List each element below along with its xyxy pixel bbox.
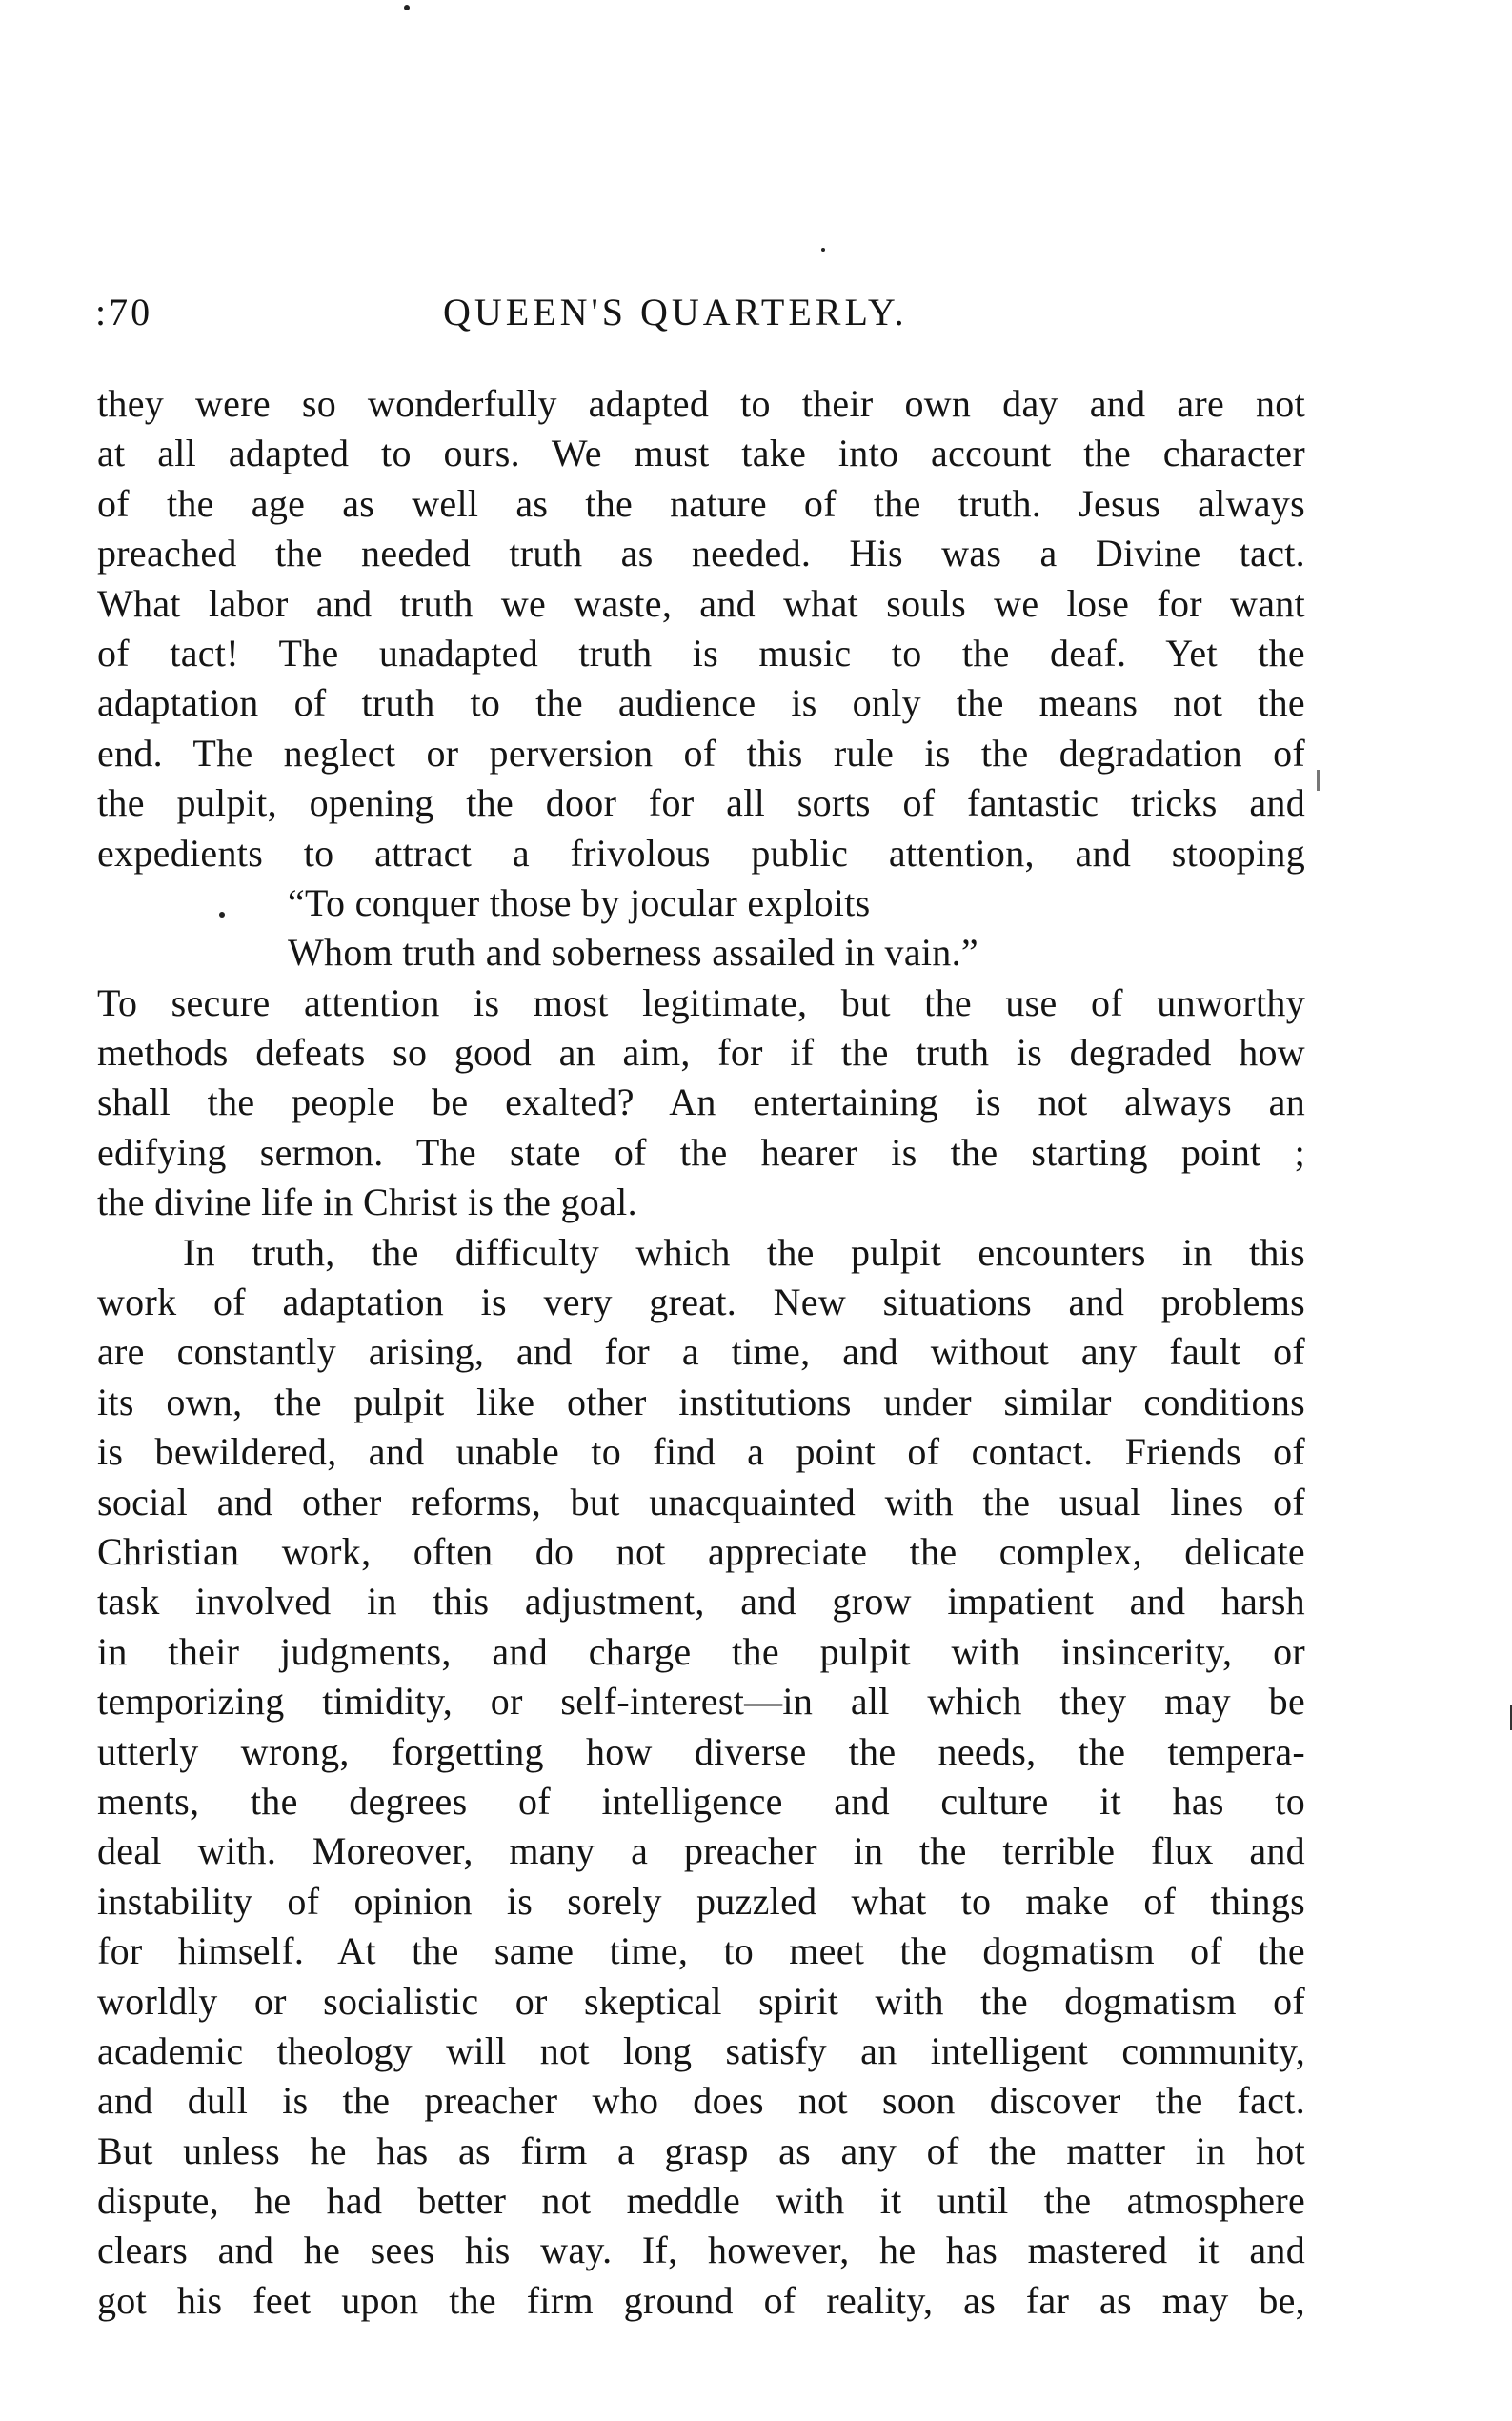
text-line: What labor and truth we waste, and what souls we lose for want <box>97 581 1305 625</box>
ink-speck <box>404 5 410 10</box>
text-line: got his feet upon the firm ground of reality, as far as may be, <box>97 2278 1305 2322</box>
text-line: adaptation of truth to the audience is only the means not the <box>97 681 1305 725</box>
text-line: the divine life in Christ is the goal. <box>97 1180 637 1224</box>
margin-mark <box>1317 770 1320 791</box>
text-line: its own, the pulpit like other institutions under similar conditions <box>97 1380 1305 1423</box>
text-line: To secure attention is most legitimate, but the use of unworthy <box>97 980 1305 1024</box>
text-line: of tact! The unadapted truth is music to the deaf. Yet the <box>97 631 1305 675</box>
text-line: edifying sermon. The state of the hearer is the starting point ; <box>97 1130 1305 1174</box>
verse-line: “To conquer those by jocular exploits <box>288 880 871 924</box>
page-number: :70 <box>95 291 153 333</box>
text-line: clears and he sees his way. If, however, he has mastered it and <box>97 2229 1305 2272</box>
text-line: social and other reforms, but unacquainted with the usual lines of <box>97 1480 1305 1523</box>
text-line: instability of opinion is sorely puzzled what to make of things <box>97 1879 1305 1923</box>
text-line: preached the needed truth as needed. His was a Divine tact. <box>97 532 1305 575</box>
text-line: dispute, he had better not meddle with it until the atmosphere <box>97 2179 1305 2223</box>
text-line: are constantly arising, and for a time, and without any fault of <box>97 1330 1305 1374</box>
text-line: utterly wrong, forgetting how diverse the needs, the tempera- <box>97 1729 1305 1773</box>
text-line: of the age as well as the nature of the truth. Jesus always <box>97 481 1305 525</box>
text-line: task involved in this adjustment, and grow impatient and harsh <box>97 1580 1305 1624</box>
text-line: methods defeats so good an aim, for if the truth is degraded how <box>97 1031 1305 1075</box>
text-line: ments, the degrees of intelligence and culture it has to <box>97 1779 1305 1823</box>
text-line: In truth, the difficulty which the pulpit encounters in this <box>183 1230 1305 1274</box>
running-head: QUEEN'S QUARTERLY. <box>443 291 908 333</box>
body-text <box>97 379 1305 2326</box>
ink-speck <box>821 248 825 252</box>
text-line: expedients to attract a frivolous public attention, and stooping <box>97 831 1305 875</box>
text-line: and dull is the preacher who does not soon discover the fact. <box>97 2079 1305 2123</box>
text-line: academic theology will not long satisfy an intelligent community, <box>97 2028 1305 2072</box>
text-line: in their judgments, and charge the pulpit with insincerity, or <box>97 1629 1305 1673</box>
verse-line: Whom truth and soberness assailed in vain.” <box>288 931 978 975</box>
text-line: deal with. Moreover, many a preacher in the terrible flux and <box>97 1829 1305 1873</box>
text-line: is bewildered, and unable to find a point of contact. Friends of <box>97 1430 1305 1474</box>
text-line: end. The neglect or perversion of this rule is the degradation of <box>97 731 1305 775</box>
text-line: shall the people be exalted? An entertaining is not always an <box>97 1080 1305 1124</box>
text-line: for himself. At the same time, to meet the dogmatism of the <box>97 1929 1305 1973</box>
text-line: at all adapted to ours. We must take into account the character <box>97 432 1305 475</box>
text-line: temporizing timidity, or self-interest—in all which they may be <box>97 1680 1305 1724</box>
text-line: Christian work, often do not appreciate the complex, delicate <box>97 1529 1305 1573</box>
text-line: worldly or socialistic or skeptical spirit with the dogmatism of <box>97 1979 1305 2023</box>
text-line: work of adaptation is very great. New situations and problems <box>97 1281 1305 1324</box>
page-header <box>0 290 1512 347</box>
text-line: the pulpit, opening the door for all sorts of fantastic tricks and <box>97 781 1305 825</box>
text-line: they were so wonderfully adapted to their own day and are not <box>97 382 1305 425</box>
text-line: But unless he has as firm a grasp as any of the matter in hot <box>97 2128 1305 2172</box>
